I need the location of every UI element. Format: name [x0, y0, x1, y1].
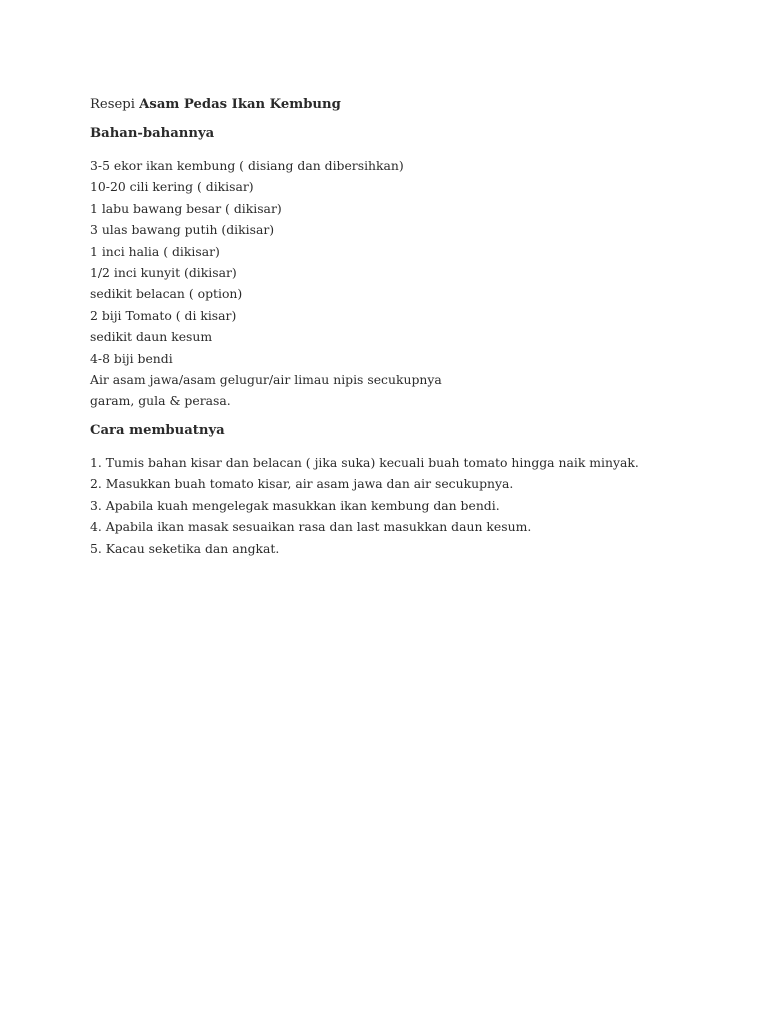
- recipe-title: [90, 96, 710, 114]
- ingredient-item: 1 labu bawang besar ( dikisar): [90, 200, 282, 216]
- ingredient-item: sedikit daun kesum: [90, 329, 213, 345]
- ingredient-item: 4-8 biji bendi: [90, 350, 173, 366]
- ingredient-item: 1 inci halia ( dikisar): [90, 243, 220, 259]
- step-item: 2. Masukkan buah tomato kisar, air asam jawa dan air secukupnya.: [90, 476, 514, 492]
- ingredient-item: sedikit belacan ( option): [90, 286, 243, 302]
- ingredient-item: 1/2 inci kunyit (dikisar): [90, 265, 237, 281]
- step-item: 4. Apabila ikan masak sesuaikan rasa dan last masukkan daun kesum.: [90, 519, 532, 535]
- ingredient-item: Air asam jawa/asam gelugur/air limau nipis secukupnya: [90, 372, 442, 388]
- ingredient-item: 10-20 cili kering ( dikisar): [90, 179, 254, 195]
- step-item: 3. Apabila kuah mengelegak masukkan ikan kembung dan bendi.: [90, 497, 500, 513]
- ingredients-heading: Bahan-bahannya: [90, 126, 215, 141]
- ingredient-item: garam, gula & perasa.: [90, 393, 231, 409]
- step-item: 5. Kacau seketika dan angkat.: [90, 540, 280, 556]
- recipe-document: [90, 96, 710, 559]
- ingredient-item: 3-5 ekor ikan kembung ( disiang dan dibersihkan): [90, 158, 404, 173]
- steps-list: [90, 452, 710, 559]
- title-main: Asam Pedas Ikan Kembung: [139, 97, 341, 112]
- steps-heading: Cara membuatnya: [90, 422, 225, 438]
- ingredient-item: 2 biji Tomato ( di kisar): [90, 307, 237, 323]
- ingredients-list: [90, 155, 710, 412]
- step-item: 1. Tumis bahan kisar dan belacan ( jika suka) kecuali buah tomato hingga naik minyak.: [90, 454, 639, 470]
- ingredient-item: 3 ulas bawang putih (dikisar): [90, 222, 275, 238]
- title-prefix: Resepi: [90, 97, 135, 112]
